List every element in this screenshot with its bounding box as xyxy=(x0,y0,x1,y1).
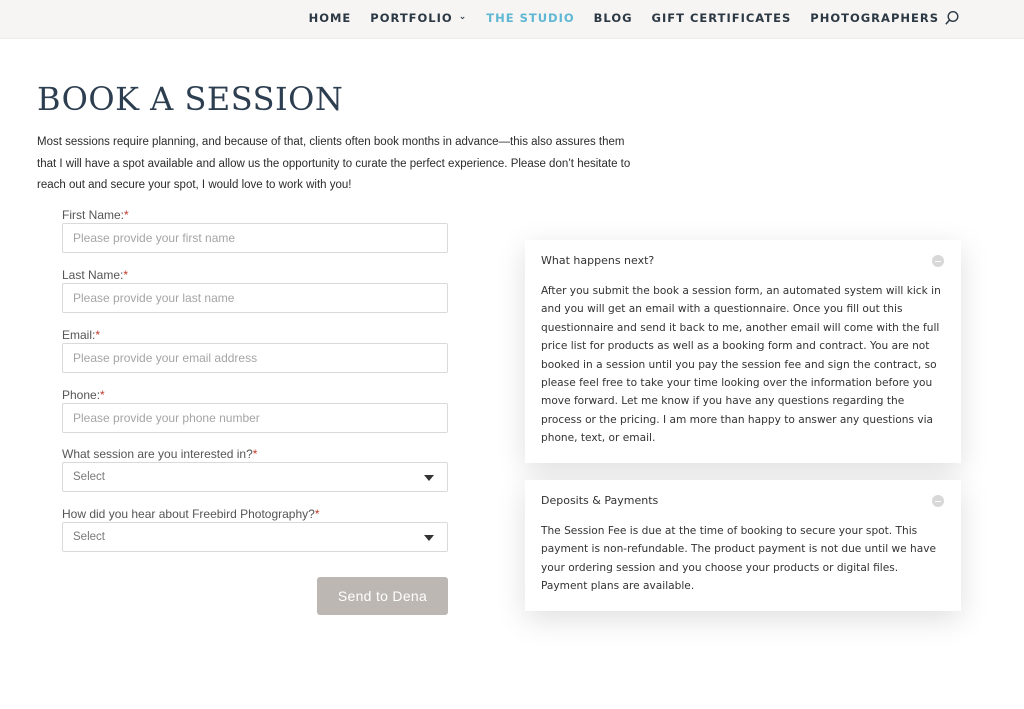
accordion-title: Deposits & Payments xyxy=(541,494,659,507)
accordion-what-happens-next xyxy=(525,240,961,463)
referral-select[interactable] xyxy=(62,522,448,552)
first-name-input[interactable] xyxy=(62,223,448,253)
accordion-deposits-payments xyxy=(525,480,961,611)
nav-item-the-studio[interactable]: THE STUDIO xyxy=(486,11,575,25)
referral-select-label-text: How did you hear about Freebird Photography? xyxy=(62,507,315,521)
nav-item-gift-certificates[interactable]: GIFT CERTIFICATES xyxy=(651,11,792,25)
nav-item-photographers[interactable]: PHOTOGRAPHERS xyxy=(810,11,939,25)
required-mark: * xyxy=(252,447,258,461)
required-mark: * xyxy=(100,388,105,402)
accordion-body: After you submit the book a session form, an automated system will kick in and you will get an email with a questionnaire. Once you fill out this questionnaire and send it back to me, another email will come with the full price list for products as well as a booking form and contract. You are not booked in a session until you pay the session fee and sign the contract, so please feel free to take your time looking over the information before you move forward. Let me know if you have any questions regarding the process or the pricing. I am more than happy to answer any questions via phone, text, or email. xyxy=(541,285,941,445)
nav-item-portfolio-label: PORTFOLIO xyxy=(370,11,453,25)
session-select-label xyxy=(62,447,257,461)
phone-label-text: Phone: xyxy=(62,388,101,402)
phone-label xyxy=(62,388,105,402)
caret-down-icon xyxy=(424,475,434,481)
nav-item-home[interactable]: HOME xyxy=(308,11,352,25)
referral-select-value: Select xyxy=(73,531,105,543)
collapse-minus-icon[interactable] xyxy=(932,495,944,507)
accordion-title: What happens next? xyxy=(541,254,655,267)
collapse-minus-icon[interactable] xyxy=(932,255,944,267)
send-to-dena-button[interactable]: Send to Dena xyxy=(317,577,448,615)
accordion-header[interactable] xyxy=(525,240,961,280)
last-name-input[interactable] xyxy=(62,283,448,313)
required-mark: * xyxy=(123,268,129,282)
session-select-value: Select xyxy=(73,471,105,483)
accordion-header[interactable] xyxy=(525,480,961,520)
email-label-text: Email: xyxy=(62,328,96,342)
caret-down-icon xyxy=(424,535,434,541)
main-nav xyxy=(290,0,939,36)
search-icon[interactable] xyxy=(944,10,960,26)
required-mark: * xyxy=(95,328,101,342)
email-input[interactable] xyxy=(62,343,448,373)
top-navigation-bar xyxy=(0,0,1024,39)
intro-paragraph: Most sessions require planning, and because of that, clients often book months in advance—this also assures them that I will have a spot available and allow us the opportunity to curate the perfect experience. Please don’t hesitate to reach out and secure your spot, I would love to work with you! xyxy=(37,136,631,191)
required-mark: * xyxy=(124,208,129,222)
chevron-down-icon: ⌄ xyxy=(458,12,468,22)
phone-input[interactable] xyxy=(62,403,448,433)
page-title: BOOK A SESSION xyxy=(37,80,344,118)
required-mark: * xyxy=(314,507,320,521)
nav-item-portfolio[interactable] xyxy=(370,11,467,25)
first-name-label xyxy=(62,208,129,222)
nav-item-blog[interactable]: BLOG xyxy=(593,11,633,25)
last-name-label xyxy=(62,268,128,282)
last-name-label-text: Last Name: xyxy=(62,268,124,282)
session-select-label-text: What session are you interested in? xyxy=(62,447,253,461)
referral-select-label xyxy=(62,507,320,521)
first-name-label-text: First Name: xyxy=(62,208,125,222)
session-select[interactable] xyxy=(62,462,448,492)
email-label xyxy=(62,328,100,342)
accordion-body: The Session Fee is due at the time of booking to secure your spot. This payment is non-refundable. The product payment is not due until we have your ordering session and you choose your products or digital files. Payment plans are available. xyxy=(541,525,937,593)
